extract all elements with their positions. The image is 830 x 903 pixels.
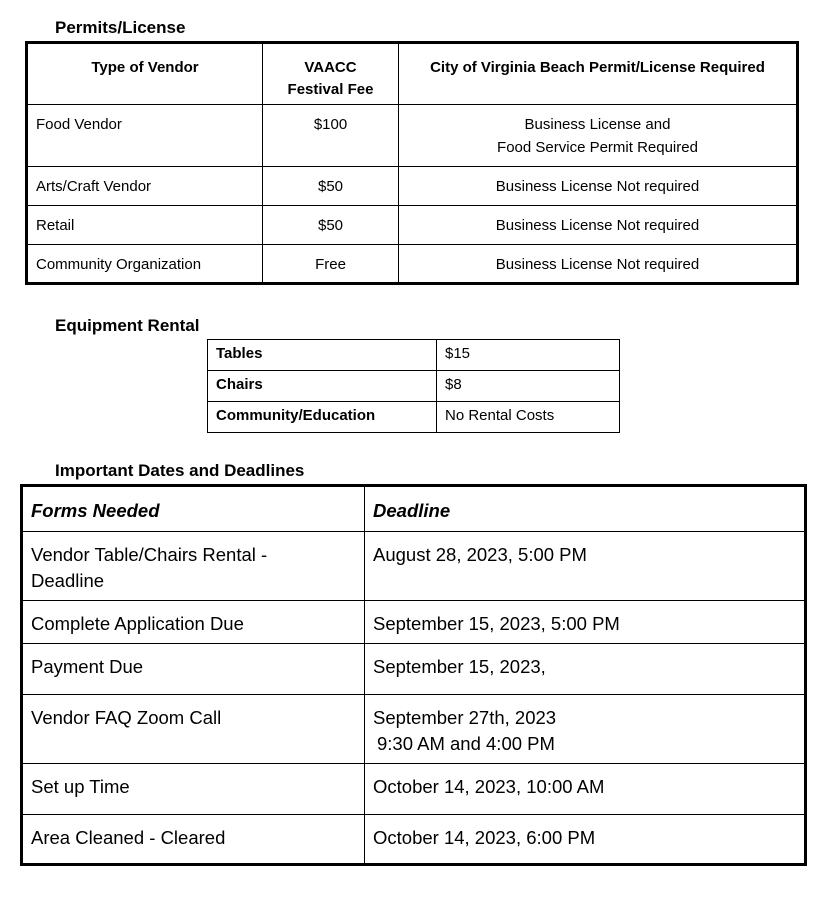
table-row (27, 105, 798, 167)
forms-needed-header: Forms Needed (22, 486, 365, 532)
table-row (27, 167, 798, 206)
equipment-cost-cell: $8 (437, 371, 620, 402)
fee-cell: Free (263, 245, 399, 284)
permit-line1: Business License and (524, 116, 671, 133)
vendor-type-cell: Food Vendor (27, 105, 263, 167)
dates-heading: Important Dates and Deadlines (55, 461, 305, 480)
form-cell: Area Cleaned - Cleared (22, 815, 365, 865)
deadline-cell: September 15, 2023, 5:00 PM (365, 601, 806, 644)
table-row (22, 815, 806, 865)
deadline-cell: August 28, 2023, 5:00 PM (365, 532, 806, 601)
vendor-type-cell: Arts/Craft Vendor (27, 167, 263, 206)
table-row (22, 532, 806, 601)
deadline-line2: 9:30 AM and 4:00 PM (377, 733, 555, 754)
fee-cell: $50 (263, 167, 399, 206)
equipment-cost-cell: $15 (437, 340, 620, 371)
vendor-type-cell: Community Organization (27, 245, 263, 284)
equipment-item-cell: Tables (208, 340, 437, 371)
festival-fee-header (263, 43, 399, 105)
form-cell (22, 532, 365, 601)
deadline-cell (365, 695, 806, 764)
permit-cell: Business License Not required (399, 245, 798, 284)
festival-fee-header-line2: Festival Fee (287, 81, 374, 98)
form-cell: Set up Time (22, 764, 365, 815)
permits-table (25, 41, 799, 285)
permit-cell: Business License Not required (399, 167, 798, 206)
form-cell: Complete Application Due (22, 601, 365, 644)
type-of-vendor-header-label: Type of Vendor (91, 59, 199, 76)
table-row (208, 402, 620, 433)
fee-cell: $50 (263, 206, 399, 245)
fee-cell: $100 (263, 105, 399, 167)
permit-line2: Food Service Permit Required (497, 139, 698, 156)
permit-cell: Business License Not required (399, 206, 798, 245)
deadline-cell: October 14, 2023, 6:00 PM (365, 815, 806, 865)
table-row (27, 206, 798, 245)
permit-cell (399, 105, 798, 167)
form-cell: Vendor FAQ Zoom Call (22, 695, 365, 764)
form-cell: Payment Due (22, 644, 365, 695)
table-row (27, 245, 798, 284)
dates-table (20, 484, 807, 866)
table-row (22, 644, 806, 695)
equipment-cost-cell: No Rental Costs (437, 402, 620, 433)
equipment-item-cell: Community/Education (208, 402, 437, 433)
equipment-item-cell: Chairs (208, 371, 437, 402)
table-row (208, 371, 620, 402)
deadline-header: Deadline (365, 486, 806, 532)
dates-header-row (22, 486, 806, 532)
equipment-table (207, 339, 620, 433)
permit-required-header-label: City of Virginia Beach Permit/License Required (430, 59, 765, 76)
festival-fee-header-line1: VAACC (304, 59, 357, 76)
table-row (22, 601, 806, 644)
permit-required-header (399, 43, 798, 105)
table-row (208, 340, 620, 371)
table-row (22, 695, 806, 764)
type-of-vendor-header (27, 43, 263, 105)
vendor-type-cell: Retail (27, 206, 263, 245)
deadline-line1: September 27th, 2023 (373, 707, 557, 728)
form-line2: Deadline (31, 570, 105, 591)
deadline-cell: October 14, 2023, 10:00 AM (365, 764, 806, 815)
table-row (22, 764, 806, 815)
equipment-heading: Equipment Rental (55, 316, 200, 335)
permits-heading: Permits/License (55, 18, 186, 37)
form-line1: Vendor Table/Chairs Rental - (31, 544, 268, 565)
deadline-cell: September 15, 2023, (365, 644, 806, 695)
permits-header-row (27, 43, 798, 105)
